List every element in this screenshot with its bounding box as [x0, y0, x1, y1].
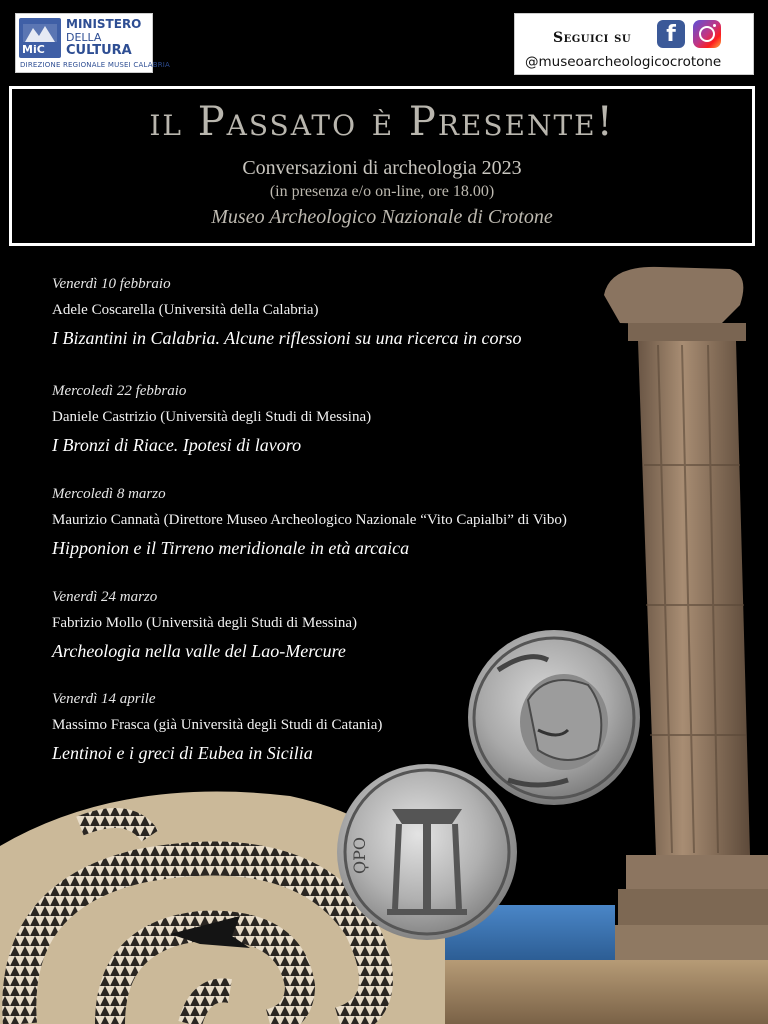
event-item	[52, 691, 382, 764]
event-talk: Archeologia nella valle del Lao-Mercure	[52, 641, 346, 661]
social-handle[interactable]: @museoarcheologicocrotone	[525, 54, 722, 70]
ministry-logo	[15, 13, 171, 73]
event-date: Venerdì 10 febbraio	[52, 276, 171, 292]
greek-column-image	[600, 265, 768, 1024]
lion-coin-image	[468, 630, 640, 805]
social-box	[514, 13, 754, 75]
ministry-emblem-icon	[19, 18, 61, 58]
event-item	[52, 486, 567, 559]
event-date: Mercoledì 22 febbraio	[52, 383, 187, 399]
logo-subline: DIREZIONE REGIONALE MUSEI CALABRIA	[20, 61, 171, 69]
page-title: il Passato è Presente!	[149, 99, 615, 145]
event-date: Venerdì 14 aprile	[52, 691, 156, 707]
coin-legend: ϘΡΟ	[350, 837, 369, 874]
header-box	[9, 86, 755, 246]
follow-label: Seguici su	[553, 30, 632, 46]
logo-line-della: DELLA	[66, 31, 102, 44]
event-talk: I Bizantini in Calabria. Alcune riflessioni su una ricerca in corso	[52, 328, 522, 348]
event-date: Venerdì 24 marzo	[52, 589, 158, 605]
event-item	[52, 383, 371, 456]
event-speaker: Fabrizio Mollo (Università degli Studi di Messina)	[52, 615, 357, 631]
event-talk: Hipponion e il Tirreno meridionale in età arcaica	[52, 538, 410, 558]
event-speaker: Massimo Frasca (già Università degli Studi di Catania)	[52, 717, 383, 733]
event-speaker: Adele Coscarella (Università della Calabria)	[52, 302, 319, 318]
event-speaker: Maurizio Cannatà (Direttore Museo Archeologico Nazionale “Vito Capialbi” di Vibo)	[52, 512, 567, 528]
mic-mark: MiC	[22, 43, 45, 56]
facebook-icon[interactable]: f	[657, 20, 685, 48]
event-item	[52, 276, 522, 349]
event-speaker: Daniele Castrizio (Università degli Studi di Messina)	[52, 409, 372, 425]
logo-line-cultura: CULTURA	[66, 43, 132, 58]
subtitle: Conversazioni di archeologia 2023	[242, 157, 522, 179]
museum-name: Museo Archeologico Nazionale di Crotone	[211, 206, 553, 228]
ruins-ground-image	[440, 960, 768, 1024]
tripod-coin-image	[337, 764, 517, 940]
event-talk: I Bronzi di Riace. Ipotesi di lavoro	[52, 435, 302, 455]
instagram-icon[interactable]	[693, 20, 721, 48]
event-date: Mercoledì 8 marzo	[52, 486, 166, 502]
event-talk: Lentinoi e i greci di Eubea in Sicilia	[52, 743, 313, 763]
event-item	[52, 589, 357, 662]
logo-line-ministero: MINISTERO	[66, 17, 142, 31]
event-details: (in presenza e/o on-line, ore 18.00)	[269, 183, 495, 200]
